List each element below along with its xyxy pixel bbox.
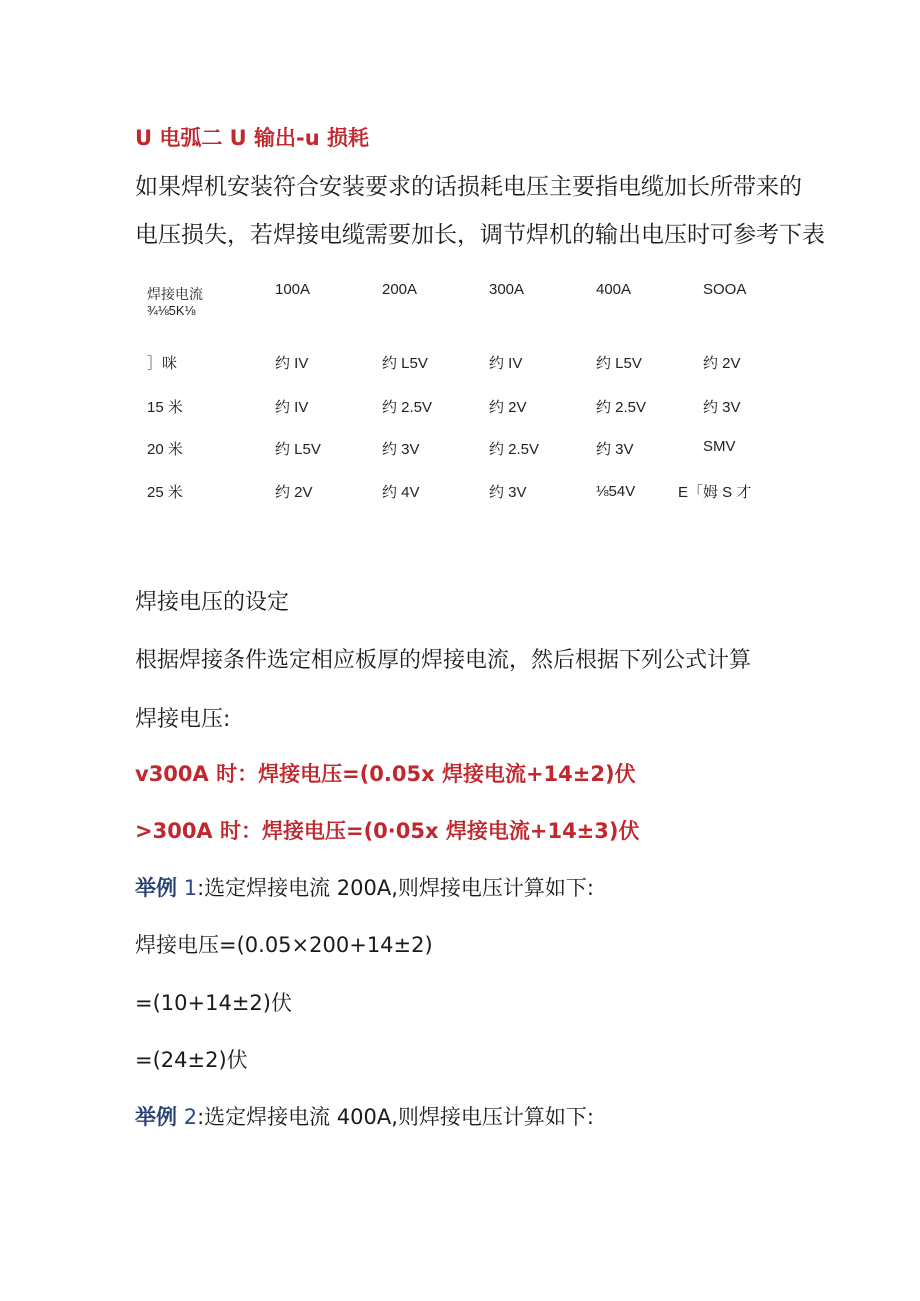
table-header-col: 200A	[382, 281, 418, 298]
voltage-label: 焊接电压:	[135, 707, 231, 732]
table-cell: 约 L5V	[596, 355, 642, 372]
table-header-label: 焊接电流	[147, 286, 203, 302]
table-cell: SMV	[703, 438, 736, 455]
calc-step-1: 焊接电压=(0.05×200+14±2)	[135, 933, 433, 957]
example-text: :选定焊接电流 400A,则焊接电压计算如下:	[197, 1105, 595, 1129]
table-cell: 约 2V	[703, 355, 741, 372]
table-cell: E「姆 S 才	[678, 484, 752, 501]
example-label: 举例	[135, 876, 177, 900]
intro-line-2: 电压损失，若焊接电缆需要加长，调节焊机的输出电压时可参考下表	[135, 222, 825, 248]
table-cell: 约 IV	[275, 399, 309, 416]
table-header-col: SOOA	[703, 281, 747, 298]
table-cell: 约 2V	[275, 484, 313, 501]
table-header-col: 400A	[596, 281, 632, 298]
table-row-label: 20 米	[147, 441, 183, 458]
section-description: 根据焊接条件选定相应板厚的焊接电流，然后根据下列公式计算	[135, 648, 752, 673]
section-title: 焊接电压的设定	[135, 590, 290, 615]
formula-above-300a: >300A 时：焊接电压=(0·05x 焊接电流+14±3)伏	[135, 819, 640, 843]
calc-step-3: =(24±2)伏	[135, 1048, 248, 1072]
table-row-label: ］咪	[147, 355, 178, 372]
table-cell: 约 3V	[596, 441, 634, 458]
table-cell: 约 L5V	[275, 441, 321, 458]
table-cell: 约 IV	[489, 355, 523, 372]
table-cell: ⅛54V	[596, 483, 636, 500]
table-cell: 约 4V	[382, 484, 420, 501]
example-number: 1	[183, 876, 198, 900]
table-header-col: 100A	[275, 281, 311, 298]
table-cell: 约 2V	[489, 399, 527, 416]
table-cell: 约 3V	[382, 441, 420, 458]
table-row-label: 25 米	[147, 484, 183, 501]
table-cell: 约 IV	[275, 355, 309, 372]
table-cell: 约 3V	[703, 399, 741, 416]
example-number: 2	[183, 1105, 198, 1129]
section-heading: U 电弧二 U 输出-u 损耗	[135, 126, 370, 150]
calc-step-2: =(10+14±2)伏	[135, 991, 292, 1015]
table-cell: 约 2.5V	[489, 441, 540, 458]
table-cell: 约 L5V	[382, 355, 428, 372]
example-label: 举例	[135, 1105, 177, 1129]
intro-line-1: 如果焊机安装符合安装要求的话损耗电压主要指电缆加长所带来的	[135, 174, 802, 200]
table-cell: 约 2.5V	[382, 399, 433, 416]
table-row-label: 15 米	[147, 399, 183, 416]
table-cell: 约 2.5V	[596, 399, 647, 416]
table-cell: 约 3V	[489, 484, 527, 501]
table-header-sublabel: ¾⅛5K⅛	[147, 303, 196, 318]
formula-below-300a: v300A 时：焊接电压=(0.05x 焊接电流+14±2)伏	[135, 762, 636, 786]
table-header-col: 300A	[489, 281, 525, 298]
example-1-line	[135, 872, 594, 902]
example-text: :选定焊接电流 200A,则焊接电压计算如下:	[197, 876, 595, 900]
example-2-line	[135, 1101, 594, 1131]
